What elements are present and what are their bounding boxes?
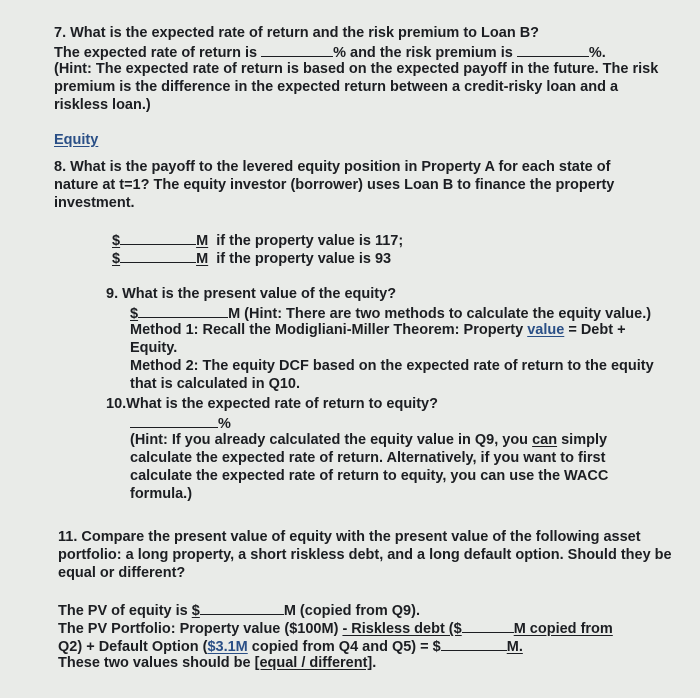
q9-method1-text: Method 1: Recall the Modigliani-Miller Theorem: Property xyxy=(130,322,524,338)
section-heading-equity: Equity xyxy=(54,132,99,148)
q9-method-1 xyxy=(130,321,626,339)
q7-title: 7. What is the expected rate of return and the risk premium to Loan B? xyxy=(54,25,540,41)
q10-hint-2: calculate the expected rate of return. Alternatively, if you want to first xyxy=(130,450,606,466)
q8-m-1: M xyxy=(196,233,209,249)
q9-value-word: value xyxy=(527,322,565,338)
q7-pct: %. xyxy=(588,45,606,61)
q9-method-1-cont: Equity. xyxy=(130,340,178,356)
q11-choice[interactable]: [equal / different] xyxy=(254,655,373,671)
q8-line-1: 8. What is the payoff to the levered equity position in Property A for each state of xyxy=(54,159,611,175)
q7-hint-2: premium is the difference in the expected return between a credit-risky loan and a xyxy=(54,79,619,95)
q11-line-1: 11. Compare the present value of equity with the present value of the following asset xyxy=(58,529,641,545)
q10-answer-line xyxy=(130,413,231,433)
q10-hint-text: (Hint: If you already calculated the equity value in Q9, you xyxy=(130,432,529,448)
q9-dollar: $ xyxy=(130,306,139,322)
q10-return-blank[interactable] xyxy=(130,413,218,428)
q11-period: . xyxy=(372,655,377,671)
q11-default-label: Q2) + Default Option ( xyxy=(58,639,208,655)
q9-method-2: Method 2: The equity DCF based on the expected rate of return to the equity xyxy=(130,358,654,374)
q7-label-premium: % and the risk premium is xyxy=(333,45,513,61)
q10-hint-4: formula.) xyxy=(130,486,193,502)
q8-payoff-row-117 xyxy=(112,230,403,250)
q9-hint: M (Hint: There are two methods to calculate the equity value.) xyxy=(228,306,652,322)
q11-default-option-line xyxy=(58,636,523,656)
q10-pct: % xyxy=(218,416,231,432)
q8-dollar-2: $ xyxy=(112,251,121,267)
q11-m: M. xyxy=(506,639,523,655)
q7-return-blank[interactable] xyxy=(261,42,333,57)
q11-default-value: $3.1M xyxy=(207,639,248,655)
q9-method1-eq: = Debt + xyxy=(568,322,626,338)
q9-title: 9. What is the present value of the equity? xyxy=(106,286,397,302)
q7-label-return: The expected rate of return is xyxy=(54,45,258,61)
q11-conclusion-text: These two values should be xyxy=(58,655,251,671)
q7-hint-3: riskless loan.) xyxy=(54,97,151,113)
q11-copied-from: M copied from xyxy=(513,621,613,637)
q11-pv-copied: M (copied from Q9). xyxy=(283,603,420,619)
q8-text-1: if the property value is 117; xyxy=(216,233,404,249)
q10-title: 10.What is the expected rate of return to equity? xyxy=(106,396,438,412)
q11-copied-q4-q5: copied from Q4 and Q5) = $ xyxy=(251,639,441,655)
q8-text-2: if the property value is 93 xyxy=(216,251,392,267)
q10-can-word: can xyxy=(532,432,558,448)
q11-pv-dollar: $ xyxy=(191,603,200,619)
q9-answer-line xyxy=(130,303,651,323)
q8-payoff-blank-1[interactable] xyxy=(120,230,196,245)
q10-simply-word: simply xyxy=(561,432,608,448)
q11-portfolio-label: The PV Portfolio: Property value ($100M) xyxy=(58,621,339,637)
q11-pv-label: The PV of equity is xyxy=(58,603,188,619)
q11-riskless-debt: - Riskless debt ($ xyxy=(342,621,462,637)
q9-equity-blank[interactable] xyxy=(138,303,228,318)
q8-dollar-1: $ xyxy=(112,233,121,249)
q8-payoff-blank-2[interactable] xyxy=(120,248,196,263)
q11-debt-blank[interactable] xyxy=(462,618,514,633)
q9-method-2-cont: that is calculated in Q10. xyxy=(130,376,301,392)
q11-portfolio-line xyxy=(58,618,613,638)
q7-answer-line xyxy=(54,42,606,62)
q8-line-2: nature at t=1? The equity investor (borrower) uses Loan B to finance the property xyxy=(54,177,615,193)
q11-pv-equity-blank[interactable] xyxy=(200,600,284,615)
q7-hint-1: (Hint: The expected rate of return is based on the expected payoff in the future. The risk xyxy=(54,61,659,77)
q11-portfolio-blank[interactable] xyxy=(441,636,507,651)
q8-m-2: M xyxy=(196,251,209,267)
q11-conclusion-line xyxy=(58,654,376,672)
q11-pv-equity-line xyxy=(58,600,420,620)
q11-line-2: portfolio: a long property, a short riskless debt, and a long default option. Should they be xyxy=(58,547,672,563)
q7-premium-blank[interactable] xyxy=(517,42,589,57)
q10-hint-1 xyxy=(130,431,607,449)
q8-line-3: investment. xyxy=(54,195,135,211)
q8-payoff-row-93 xyxy=(112,248,391,268)
q10-hint-3: calculate the expected rate of return to equity, you can use the WACC xyxy=(130,468,609,484)
q11-line-3: equal or different? xyxy=(58,565,186,581)
